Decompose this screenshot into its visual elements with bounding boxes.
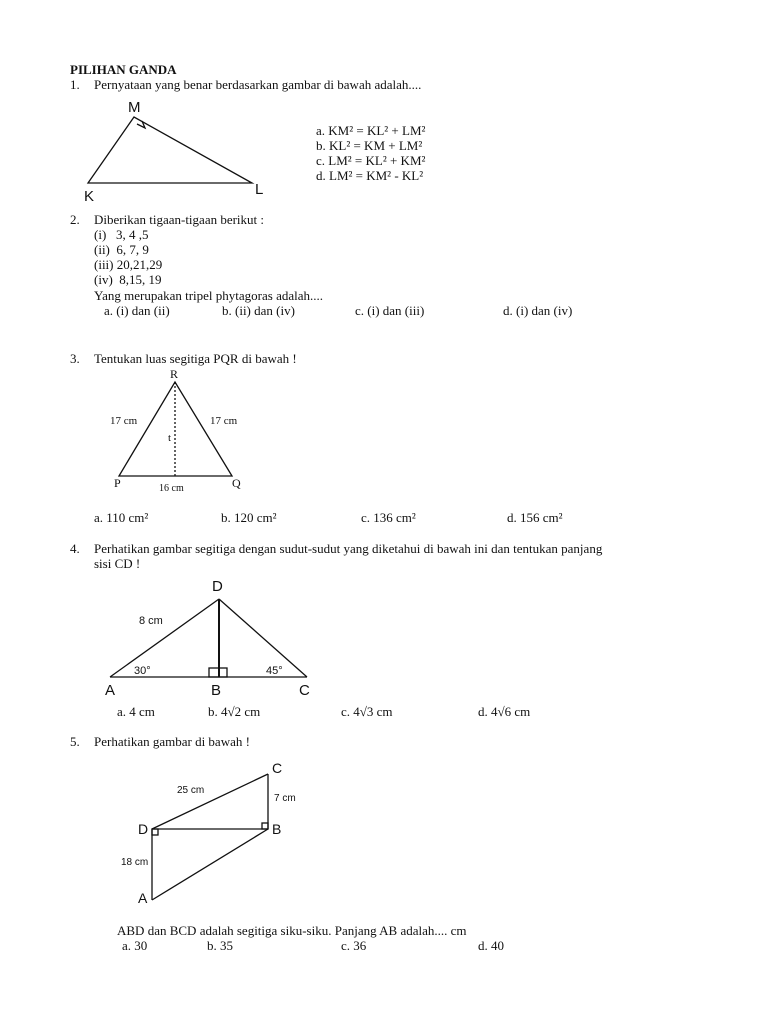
q5-side-dc (152, 774, 268, 829)
q4-number: 4. (70, 541, 80, 556)
q5-side-ab (152, 829, 268, 900)
q4-angle-c-label: 45° (266, 665, 283, 677)
q5-option-a: a. 30 (122, 938, 148, 953)
q2-item-2: (ii) 6, 7, 9 (94, 242, 149, 257)
q3-number: 3. (70, 351, 80, 366)
q4-option-d: d. 4√6 cm (478, 704, 531, 719)
q2-option-b: b. (ii) dan (iv) (222, 303, 295, 318)
q5-right-angle-d (152, 829, 158, 835)
q1-label-m: M (128, 99, 141, 116)
q1-number: 1. (70, 77, 80, 92)
q2-option-d: d. (i) dan (iv) (503, 303, 573, 318)
q3-right-side-label: 17 cm (210, 415, 238, 427)
q5-right-angle-b (262, 823, 268, 829)
q4-text-line1: Perhatikan gambar segitiga dengan sudut-sudut yang diketahui di bawah ini dan tentukan panjang (94, 541, 603, 556)
q3-height-label: t (168, 432, 172, 444)
q4-text-line2: sisi CD ! (94, 556, 141, 571)
q4-option-a: a. 4 cm (117, 704, 155, 719)
q1-option-a: a. KM² = KL² + LM² (316, 123, 426, 138)
q3-label-r: R (170, 367, 179, 381)
q4-label-c: C (299, 682, 310, 699)
q3-option-a: a. 110 cm² (94, 510, 149, 525)
q4-side-label: 8 cm (139, 615, 163, 627)
q5-text: Perhatikan gambar di bawah ! (94, 734, 250, 749)
q2-option-c: c. (i) dan (iii) (355, 303, 425, 318)
q2-option-a: a. (i) dan (ii) (104, 303, 170, 318)
q4-option-b: b. 4√2 cm (208, 704, 261, 719)
q5-label-d: D (138, 821, 149, 837)
q2-text: Diberikan tigaan-tigaan berikut : (94, 212, 265, 227)
q1-option-c: c. LM² = KL² + KM² (316, 153, 426, 168)
q5-bc-label: 7 cm (274, 793, 296, 804)
q3-left-side-label: 17 cm (110, 415, 138, 427)
q3-label-q: Q (232, 476, 241, 490)
q2-prompt: Yang merupakan tripel phytagoras adalah.... (94, 288, 324, 303)
q2-item-1: (i) 3, 4 ,5 (94, 227, 149, 242)
q1-option-d: d. LM² = KM² - KL² (316, 168, 424, 183)
q3-option-b: b. 120 cm² (221, 510, 277, 525)
q4-option-c: c. 4√3 cm (341, 704, 393, 719)
q3-label-p: P (114, 476, 121, 490)
q5-prompt: ABD dan BCD adalah segitiga siku-siku. Panjang AB adalah.... cm (117, 923, 467, 938)
q1-label-l: L (255, 181, 264, 198)
q5-label-c: C (272, 760, 283, 776)
q1-text: Pernyataan yang benar berdasarkan gambar di bawah adalah.... (94, 77, 422, 92)
q2-item-3: (iii) 20,21,29 (94, 257, 163, 272)
q5-ad-label: 18 cm (121, 857, 149, 868)
q5-label-a: A (138, 890, 148, 906)
q3-text: Tentukan luas segitiga PQR di bawah ! (94, 351, 297, 366)
q5-option-b: b. 35 (207, 938, 233, 953)
q3-option-d: d. 156 cm² (507, 510, 563, 525)
q2-item-4: (iv) 8,15, 19 (94, 272, 162, 287)
q5-dc-label: 25 cm (177, 785, 205, 796)
q4-label-a: A (105, 682, 116, 699)
q5-label-b: B (272, 821, 282, 837)
q4-angle-a-label: 30° (134, 665, 151, 677)
q2-number: 2. (70, 212, 80, 227)
section-title: PILIHAN GANDA (70, 62, 177, 77)
q1-option-b: b. KL² = KM + LM² (316, 138, 423, 153)
q4-label-b: B (211, 682, 222, 699)
q4-label-d: D (212, 578, 223, 595)
q5-option-d: d. 40 (478, 938, 504, 953)
q5-number: 5. (70, 734, 80, 749)
q3-base-label: 16 cm (159, 483, 184, 494)
q1-label-k: K (84, 188, 95, 205)
q3-option-c: c. 136 cm² (361, 510, 416, 525)
q5-option-c: c. 36 (341, 938, 367, 953)
